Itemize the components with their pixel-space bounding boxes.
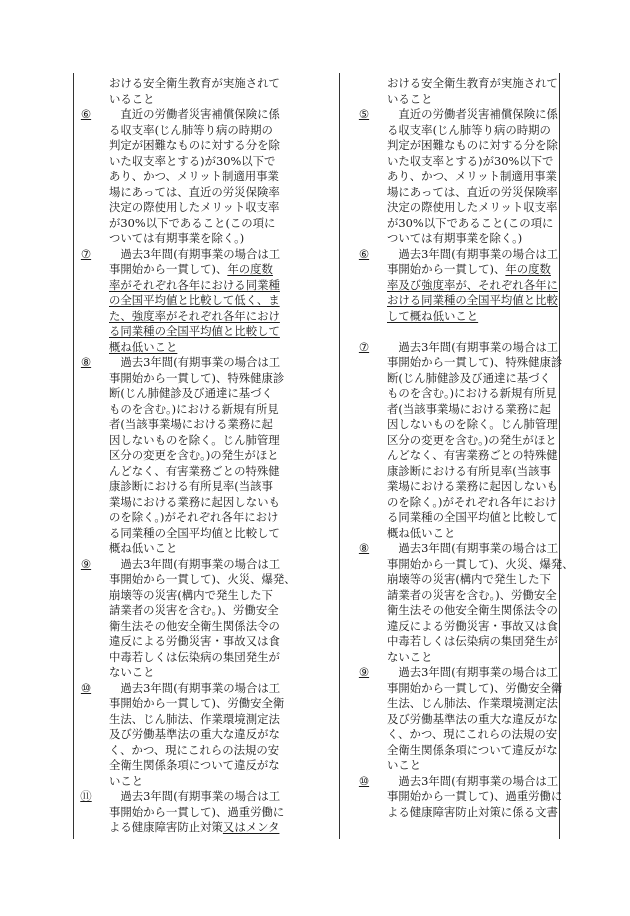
left-intro-text: おける安全衛生教育が実施されて いること <box>109 76 280 106</box>
item-number: ⑪ <box>80 789 92 803</box>
item-number: ⑨ <box>80 556 92 571</box>
item-text: 過去3年間(有期事業の場合は工 事開始から一貫して)、 <box>387 246 559 276</box>
item-number: ⑥ <box>80 107 92 121</box>
left-item-11 <box>79 789 319 836</box>
item-number: ⑦ <box>358 339 370 354</box>
item-text: 過去3年間(有期事業の場合は工 事開始から一貫して)、 <box>109 246 281 276</box>
item-number: ⑤ <box>358 107 370 121</box>
item-number: ⑧ <box>80 355 92 369</box>
item-text: 過去3年間(有期事業の場合は工 事開始から一貫して)、特殊健康診 断(じん肺健診及び通達に基づく ものを含む。)における新規有所見 者(当該事業場における業務に起 因しないものを除く。じん肺管理 区分の変更を含む。)の発生がほと んどなく、有害業務ごとの特殊健 康診断における有所見率(当該事 業場における業務に起因しないも のを除く。)がそれぞれ各年におけ る同業種の全国平均値と比較して 概ね低いこと <box>387 339 563 540</box>
item-text: 過去3年間(有期事業の場合は工 事開始から一貫して)、過重労働に よる健康障害防止対策 <box>109 789 285 834</box>
right-item-7 <box>357 340 597 542</box>
item-text-amended: 年の度数 率がそれぞれ各年における同業種 の全国平均値と比較して低く、ま た、強度率がそれぞれ各年におけ る同業種の全国平均値と比較して 概ね低いこと <box>109 262 280 354</box>
item-number: ⑨ <box>358 665 370 679</box>
item-text-amended: 年の度数 率及び強度率が、それぞれ各年に おける同業種の全国平均値と比較 して概ね低いこと <box>387 262 558 323</box>
left-item-6 <box>79 107 319 247</box>
item-text: 過去3年間(有期事業の場合は工 事開始から一貫して)、労働安全衛 生法、じん肺法、作業環境測定法 及び労働基準法の重大な違反がな く、かつ、現にこれらの法規の安 全衛生関係条項について違反がな いこと <box>109 680 285 788</box>
item-text: 過去3年間(有期事業の場合は工 事開始から一貫して)、特殊健康診 断(じん肺健診及び通達に基づく ものを含む。)における新規有所見 者(当該事業場における業務に起 因しないものを除く。じん肺管理 区分の変更を含む。)の発生がほと んどなく、有害業務ごとの特殊健 康診断における有所見率(当該事 業場における業務に起因しないも のを除く。)がそれぞれ各年におけ る同業種の全国平均値と比較して 概ね低いこと <box>109 355 285 555</box>
item-number: ⑦ <box>80 246 92 261</box>
right-item-6 <box>357 247 597 340</box>
right-item-9 <box>357 665 597 774</box>
left-item-10 <box>79 681 319 790</box>
item-number: ⑩ <box>358 773 370 788</box>
left-item-9 <box>79 557 319 681</box>
item-text-amended: 又はメンタ <box>222 820 280 834</box>
item-number: ⑧ <box>358 541 370 555</box>
column-divider <box>339 73 340 839</box>
right-item-5 <box>357 107 597 247</box>
item-number: ⑥ <box>358 246 370 261</box>
item-text: 直近の労働者災害補償保険に係 る収支率(じん肺等り病の時期の 判定が困難なものに対する分を除 いた収支率とする)が30%以下で あり、かつ、メリット制適用事業 場にあっては、直近の労災保険率 決定の際使用したメリット収支率 が30%以下であること(この項に ついては有期事業を除く。) <box>387 107 558 245</box>
right-item-8 <box>357 541 597 665</box>
right-column <box>357 76 597 820</box>
item-text: 過去3年間(有期事業の場合は工 事開始から一貫して)、過重労働に よる健康障害防止対策に係る文書 <box>387 773 563 819</box>
item-text: 過去3年間(有期事業の場合は工 事開始から一貫して)、火災、爆発、 崩壊等の災害(構内で発生した下 請業者の災害を含む。)、労働安全 衛生法その他安全衛生関係法令の 違反による労働災害・事故又は食 中毒若しくは伝染病の集団発生が ないこと <box>109 556 296 679</box>
right-intro-text: おける安全衛生教育が実施されて いること <box>387 76 558 106</box>
item-number: ⑩ <box>80 680 92 695</box>
left-item-8 <box>79 355 319 557</box>
left-item-7 <box>79 247 319 356</box>
right-item-10 <box>357 774 597 821</box>
column-border-left <box>73 73 74 839</box>
item-text: 過去3年間(有期事業の場合は工 事開始から一貫して)、火災、爆発、 崩壊等の災害(構内で発生した下 請業者の災害を含む。)、労働安全 衛生法その他安全衛生関係法令の 違反による労働災害・事故又は食 中毒若しくは伝染病の集団発生が ないこと <box>387 541 574 664</box>
left-column <box>79 76 319 836</box>
item-text: 過去3年間(有期事業の場合は工 事開始から一貫して)、労働安全衛 生法、じん肺法、作業環境測定法 及び労働基準法の重大な違反がな く、かつ、現にこれらの法規の安 全衛生関係条項について違反がな いこと <box>387 665 563 772</box>
item-text: 直近の労働者災害補償保険に係 る収支率(じん肺等り病の時期の 判定が困難なものに対する分を除 いた収支率とする)が30%以下で あり、かつ、メリット制適用事業 場にあっては、直近の労災保険率 決定の際使用したメリット収支率 が30%以下であること(この項に ついては有期事業を除く。) <box>109 107 280 245</box>
